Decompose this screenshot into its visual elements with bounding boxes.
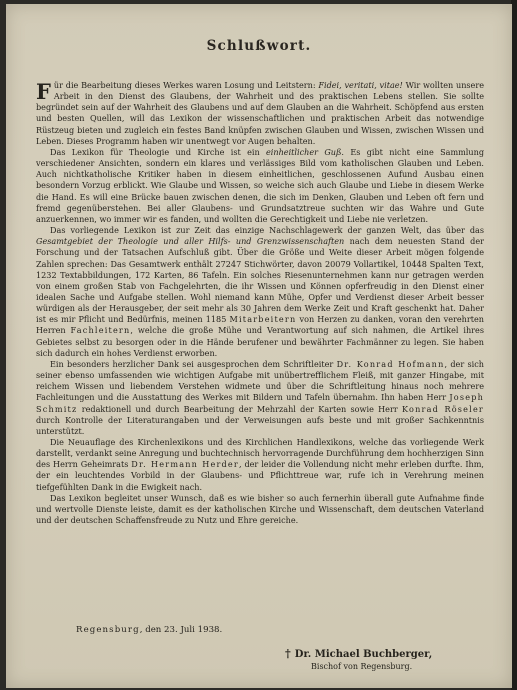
page-title: Schlußwort. <box>206 38 312 54</box>
book-page <box>6 4 512 688</box>
signature-role: Bischof von Regensburg. <box>311 662 413 671</box>
paragraph-2: Das Lexikon für Theologie und Kirche ist ein einheitlicher Guß. Es gibt nicht eine Sammlung verschiedener Ansichten, sondern ein klares und verlässiges Bild vom katholischen Glauben und Leben. Auch nichtkatholische Kritiker haben in diesem einheitlichen, geschlossenen Aufund Ausbau einen besondern Vorzug erblickt. Wie Glaube und Wissen, so weiche sich auch Glaube und Liebe in diesem Werke die Hand. Es will eine Brücke bauen zwischen denen, die sich im Denken, Glauben und Leben oft fern und fremd gegenüberstehen. Bei aller Glaubens- und Grundsatztreue suchten wir das Wahre und Gute anzuerkennen, wo immer wir es fanden, und wollten die Gerechtigkeit und Liebe nie verletzen. <box>36 146 485 224</box>
date-line: Regensburg, den 23. Juli 1938. <box>76 625 223 635</box>
paragraph-1: Für die Bearbeitung dieses Werkes waren Losung und Leitstern: Fidei, veritati, vitae! Wir wollten unsere Arbeit in den Dienst des Glaubens, der Wahrheit und des praktischen Lebens stellen. Sie sollte begründet sein auf der Wahrheit des Glaubens und auf dem Glauben an die Wahrheit. Schöpfend aus ersten und besten Quellen, will das Lexikon der wissenschaftlichen und praktischen Arbeit das notwendige Rüstzeug bieten und zugleich ein festes Band knüpfen zwischen Glauben und Wissen, zwischen Wissen und Leben. Dieses Programm haben wir unentwegt vor Augen behalten. <box>36 79 485 146</box>
paragraph-3: Das vorliegende Lexikon ist zur Zeit das einzige Nachschlagewerk der ganzen Welt, das über das Gesamtgebiet der Theologie und aller Hilfs- und Grenzwissenschaften nach dem neuesten Stand der Forschung und der Tatsachen Aufschluß gibt. Über die Größe und Weite dieser Arbeit mögen folgende Zahlen sprechen: Das Gesamtwerk enthält 27247 Stichwörter, davon 20079 Vollartikel, 10448 Spalten Text, 1232 Textabbildungen, 172 Karten, 86 Tafeln. Ein solches Riesenunternehmen kann nur getragen werden von einem großen Stab von Fachgelehrten, die ihr Wissen und Können opferfreudig in den Dienst einer idealen Sache und Aufgabe stellen. Wohl niemand kann Mühe, Opfer und Verdienst dieser Arbeit besser würdigen als der Herausgeber, der seit mehr als 30 Jahren dem Werke Zeit und Kraft geschenkt hat. Daher ist es mir Pflicht und Bedürfnis, meinen 1185 Mitarbeitern von Herzen zu danken, voran den verehrten Herren Fachleitern, welche die große Mühe und Verantwortung auf sich nahmen, die Artikel ihres Gebietes selbst zu besorgen oder in die Hände berufener und bewährter Fachmänner zu legen. Sie haben sich dadurch ein hohes Verdienst erworben. <box>36 225 484 358</box>
cross-icon: † <box>285 647 291 660</box>
signature-name: † Dr. Michael Buchberger, <box>285 647 433 660</box>
paragraph-5: Die Neuauflage des Kirchenlexikons und des Kirchlichen Handlexikons, welche das vorliegende Werk darstellt, verdankt seine Anregung und buchtechnisch hervorragende Durchführung dem hochherzigen Sinn des Herrn Geheimrats Dr. Hermann Herder, der leider die Vollendung nicht mehr erleben durfte. Ihm, der ein leuchtendes Vorbild in der Glaubens- und Pflichttreue war, rufe ich in Verehrung meinen tiefgefühlten Dank in die Ewigkeit nach. <box>36 437 484 492</box>
paragraph-6: Das Lexikon begleitet unser Wunsch, daß es wie bisher so auch fernerhin überall gute Aufnahme finde und wertvolle Dienste leiste, damit es der katholischen Kirche und Wissenschaft, dem deutschen Vaterland und der deutschen Schaffensfreude zu Nutz und Ehre gereiche. <box>36 492 484 526</box>
drop-cap: F <box>36 79 51 104</box>
paragraph-4: Ein besonders herzlicher Dank sei ausgesprochen dem Schriftleiter Dr. Konrad Hofmann, der sich seiner ebenso umfassenden wie wichtigen Aufgabe mit unübertrefflichem Fleiß, mit ganzer Hingabe, mit reichem Wissen und liebendem Verstehen widmete und über die Schriftleitung hinaus noch mehrere Fachleitungen und die Ausstattung des Werkes mit Bildern und Tafeln übernahm. Ihn haben Herr Joseph Schmitz redaktionell und durch Bearbeitung der Mehrzahl der Karten sowie Herr Konrad Röseler durch Kontrolle der Literaturangaben und der Verweisungen aufs beste und mit großer Sachkenntnis unterstützt. <box>36 358 485 436</box>
text-body <box>36 80 484 526</box>
motto: Fidei, veritati, vitae! <box>318 80 403 90</box>
